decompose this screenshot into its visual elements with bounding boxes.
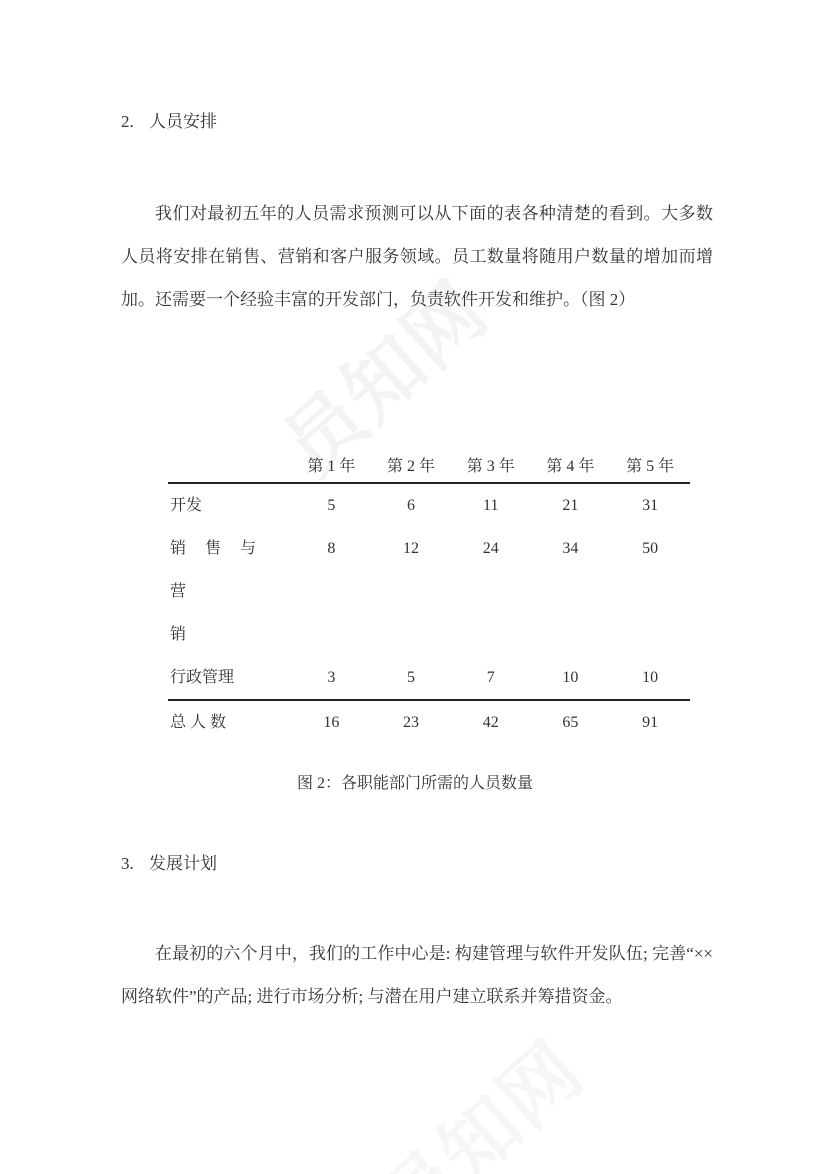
table-row: [168, 656, 690, 700]
paragraph-development: 在最初的六个月中，我们的工作中心是: 构建管理与软件开发队伍; 完善“××网络软件”的产品; 进行市场分析; 与潜在用户建立联系并筹措资金。: [121, 944, 713, 1006]
cell-development-year4: 21: [562, 497, 579, 514]
cell-development-year1: 5: [327, 497, 336, 514]
table-col-header-year5: 第 5 年: [626, 458, 675, 475]
cell-total-year3: 42: [482, 714, 499, 731]
cell-administration-year5: 10: [642, 669, 659, 686]
section-number-staffing: 2.: [121, 112, 134, 131]
cell-total-year4: 65: [562, 714, 579, 731]
cell-administration-year1: 3: [327, 669, 336, 686]
cell-development-year2: 6: [407, 497, 416, 514]
cell-total-year2: 23: [403, 714, 420, 731]
cell-total-year1: 16: [323, 714, 340, 731]
row-label-sales-marketing-line1: 销 售 与 营: [170, 540, 264, 600]
cell-sales-year2: 12: [403, 540, 420, 557]
section-heading-development: [121, 852, 217, 876]
cell-administration-year4: 10: [562, 669, 579, 686]
table-col-header-year2: 第 2 年: [387, 458, 436, 475]
cell-total-year5: 91: [642, 714, 659, 731]
staffing-table: [168, 452, 690, 744]
table-row: [168, 483, 690, 527]
cell-sales-year4: 34: [562, 540, 579, 557]
cell-sales-year3: 24: [482, 540, 499, 557]
table-col-header-year3: 第 3 年: [466, 458, 515, 475]
row-label-administration: 行政管理: [170, 669, 235, 686]
table-col-header-year1: 第 1 年: [307, 458, 356, 475]
row-label-sales-marketing: [168, 527, 292, 656]
table-corner-header: [168, 452, 292, 483]
cell-development-year3: 11: [483, 497, 499, 514]
table-body: [168, 483, 690, 744]
row-label-sales-marketing-line2: 销: [170, 626, 187, 643]
table-header-row: [168, 452, 690, 483]
section-title-staffing: 人员安排: [149, 112, 217, 131]
staffing-table-wrapper: [168, 452, 690, 744]
table-row: [168, 700, 690, 744]
table-header: [168, 452, 690, 483]
row-label-total: 总 人 数: [170, 714, 227, 731]
table-caption: 图 2：各职能部门所需的人员数量: [296, 775, 533, 792]
table-col-header-year4: 第 4 年: [546, 458, 595, 475]
paragraph-staffing: 我们对最初五年的人员需求预测可以从下面的表各种清楚的看到。大多数人员将安排在销售、营销和客户服务领域。员工数量将随用户数量的增加而增加。还需要一个经验丰富的开发部门，负责软件开发和维护。（图 2）: [121, 204, 713, 309]
row-label-development: 开发: [170, 497, 203, 514]
cell-administration-year2: 5: [407, 669, 416, 686]
section-title-development: 发展计划: [149, 854, 217, 873]
table-row: [168, 527, 690, 656]
cell-development-year5: 31: [642, 497, 659, 514]
cell-sales-year5: 50: [642, 540, 659, 557]
cell-administration-year3: 7: [486, 669, 495, 686]
cell-sales-year1: 8: [327, 540, 336, 557]
section-heading-staffing: [121, 110, 217, 134]
section-number-development: 3.: [121, 854, 134, 873]
